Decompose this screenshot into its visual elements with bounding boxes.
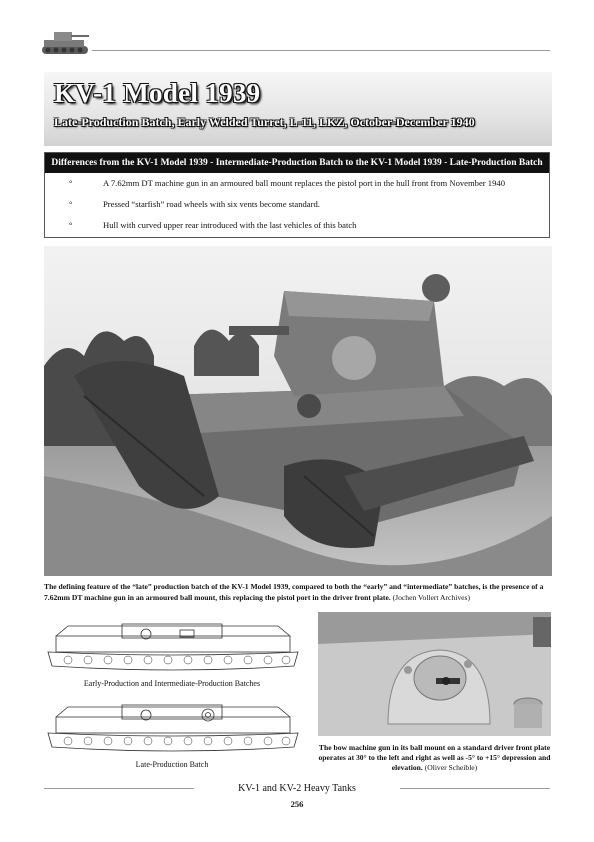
- list-item: [45, 173, 549, 194]
- page-subtitle: Late-Production Batch, Early Welded Turret, L-11, LKZ, October-December 1940: [54, 115, 475, 129]
- footer-book-title: KV-1 and KV-2 Heavy Tanks: [238, 783, 356, 794]
- photo-credit: (Jochen Vollert Archives): [392, 593, 470, 602]
- main-tank-photo: [44, 246, 552, 576]
- list-item-text: Pressed “starfish” road wheels with six vents become standard.: [103, 199, 320, 209]
- differences-heading: Differences from the KV-1 Model 1939 - Intermediate-Production Batch to the KV-1 Model 1939 - Late-Production Batch: [45, 153, 549, 173]
- late-production-drawing: [46, 703, 300, 755]
- ball-mount-detail-photo: [318, 612, 551, 736]
- late-drawing-label: Late-Production Batch: [135, 760, 209, 769]
- list-item: [45, 194, 549, 215]
- bullet: °: [69, 220, 73, 230]
- header-rule: [92, 50, 550, 51]
- title-banner: [44, 72, 552, 146]
- tank-logo-icon: [40, 26, 92, 58]
- page-title: KV-1 Model 1939: [54, 78, 261, 108]
- caption-text: The defining feature of the “late” production batch of the KV-1 Model 1939, compared to both the “early” and “intermediate” batches, is the presence of a 7.62mm DT machine gun in an armoured ball mount, this replacing the pistol port in the driver front plate.: [44, 582, 544, 602]
- early-drawing-label: Early-Production and Intermediate-Production Batches: [83, 679, 261, 688]
- list-item-text: A 7.62mm DT machine gun in an armoured ball mount replaces the pistol port in the hull front from November 1940: [103, 178, 505, 188]
- list-item-text: Hull with curved upper rear introduced with the last vehicles of this batch: [103, 220, 357, 230]
- differences-list: [45, 173, 549, 236]
- differences-box: [44, 152, 550, 238]
- caption-text: The bow machine gun in its ball mount on a standard driver front plate operates at 30° to the left and right as well as -5° to +15° depression and elevation.: [318, 743, 551, 772]
- early-production-drawing: [46, 622, 300, 674]
- page-number: 256: [290, 799, 304, 809]
- list-item: [45, 215, 549, 236]
- bullet: °: [69, 178, 73, 188]
- photo-credit: (Oliver Scheible): [424, 763, 478, 772]
- detail-photo-caption: [318, 743, 551, 773]
- bullet: °: [69, 199, 73, 209]
- main-photo-caption: [44, 581, 552, 603]
